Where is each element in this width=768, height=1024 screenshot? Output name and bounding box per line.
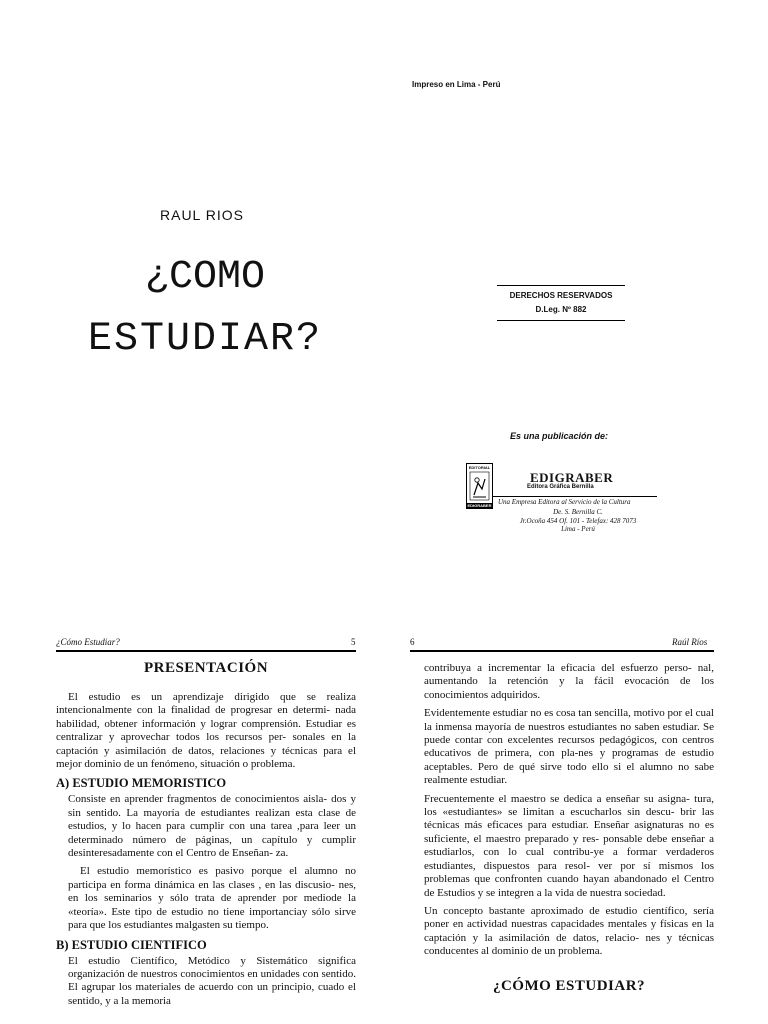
publisher-logo [466, 463, 493, 509]
presentation-heading: PRESENTACIÓN [143, 660, 269, 676]
logo-bottom-text: EDIGRABER [467, 503, 492, 508]
rights-reserved-text: DERECHOS RESERVADOS [509, 291, 613, 300]
publisher-address [498, 508, 658, 534]
address-line-1: De. S. Bernilla C. [553, 508, 603, 516]
publication-intro: Es una publicación de: [510, 431, 609, 441]
publisher-name: EDIGRABER [530, 470, 614, 485]
page-6-paragraph-1: contribuya a incrementar la eficacia del esfuerzo perso- nal, aumentando la retención y la fácil evocación de los conocimientos adquiridos. [424, 662, 714, 701]
page-number-5: 5 [351, 637, 356, 647]
page-6-body [424, 662, 714, 995]
page-6-paragraph-3: Frecuentemente el maestro se dedica a enseñar su asigna- tura, los «estudiantes» se limitan a escucharlos sin descu- brir las técnicas más eficaces para estudiar. Enseñar asignaturas no es suficiente, el maestro preparado y res- ponsable debe enseñar a estudiarlos, con lo cual contribu-ye a formar verdaderos estudiantes, dispuestos para resol- ver por sí mismos los problemas que confronten cuando hayan abandonado el Centro de Estudios y se integren a la vida de nuestra sociedad. [424, 792, 714, 899]
address-line-2: Jr.Ocoña 454 Of. 101 - Telefax: 428 7073 [519, 516, 637, 525]
page-number-6: 6 [410, 637, 415, 647]
header-rule-left [56, 650, 356, 652]
section-a-heading: A) ESTUDIO MEMORISTICO [56, 776, 227, 791]
page-5-body [56, 660, 356, 1013]
legal-deposit-text: D.Leg. Nº 882 [535, 305, 587, 314]
section-b-heading: B) ESTUDIO CIENTIFICO [56, 937, 207, 952]
address-line-3: Lima - Perú [561, 525, 595, 533]
printed-in-note: Impreso en Lima - Perú [412, 80, 501, 89]
header-rule-right [410, 650, 714, 652]
section-b-paragraph-1: El estudio Científico, Metódico y Sistemático significa organización de nuestros conocimientos en unidades con sentido. El agrupar los materiales de acuerdo con un principio, cuado el sentido, y a la memoria [68, 954, 356, 1007]
logo-top-text: EDITORIAL [468, 465, 491, 470]
page-6-paragraph-2: Evidentemente estudiar no es cosa tan sencilla, motivo por el cual la inmensa mayoría de nuestros estudiantes no saben estudiar. Se puede contar con excelentes recursos pedagógicos, con centros educativos de primera, con pla-nes y programas de estudio aceptables. Pero de qué sirve todo ello si el alumno no sabe realmente estudiar. [424, 707, 714, 787]
publisher-tagline: Una Empresa Editora al Servicio de la Cultura [498, 498, 631, 506]
book-title-line-2: ESTUDIAR? [87, 317, 323, 362]
section-a-paragraph-1: Consiste en aprender fragmentos de conocimientos aisla- dos y sin sentido. La mayoría de estudiantes realizan esta clase de estudios, y lo hacen para cumplir con una tarea ,para leer un determinado número de páginas, un capítulo y cumplir desinteresadamente con el Centro de Enseñan- za. [68, 793, 356, 860]
book-title-line-1: ¿COMO [144, 255, 266, 300]
author-name: RAUL RIOS [160, 207, 244, 223]
page-6-paragraph-4: Un concepto bastante aproximado de estudio científico, sería poner en actividad nuestras capacidades mentales y físicas en la captación y la asimilación de datos, relacio- nes y técnicas conducentes al dominio de un problema. [424, 904, 714, 958]
publisher-divider [493, 496, 657, 497]
section-a-paragraph-2: El estudio memorístico es pasivo porque el alumno no participa en forma dinámica en las clases , en las discusio- nes, en los seminarios y sólo trata de aprender por mediode la «teoría». Este tipo de estudio no tiene importanciay sólo sirve para que los estudiantes malgasten su tiempo. [68, 865, 356, 932]
copyright-notice [497, 285, 625, 321]
running-title: ¿Cómo Estudiar? [56, 637, 120, 647]
printing-press-icon [469, 471, 490, 501]
publisher-subtitle: Editora Gráfica Bernilla [527, 484, 594, 490]
running-author: Raúl Ríos [672, 637, 708, 647]
como-estudiar-heading: ¿CÓMO ESTUDIAR? [492, 977, 646, 994]
intro-paragraph: El estudio es un aprendizaje dirigido que se realiza intencionalmente con la finalidad de progresar en determi- nada habilidad, obtener información y lograr comprensión. Estudiar es centralizar y aprovechar todos los recursos per- sonales en la captación y asimilación de datos, relaciones y técnicas para el mejor dominio de un fenómeno, situación o problema. [56, 691, 356, 771]
